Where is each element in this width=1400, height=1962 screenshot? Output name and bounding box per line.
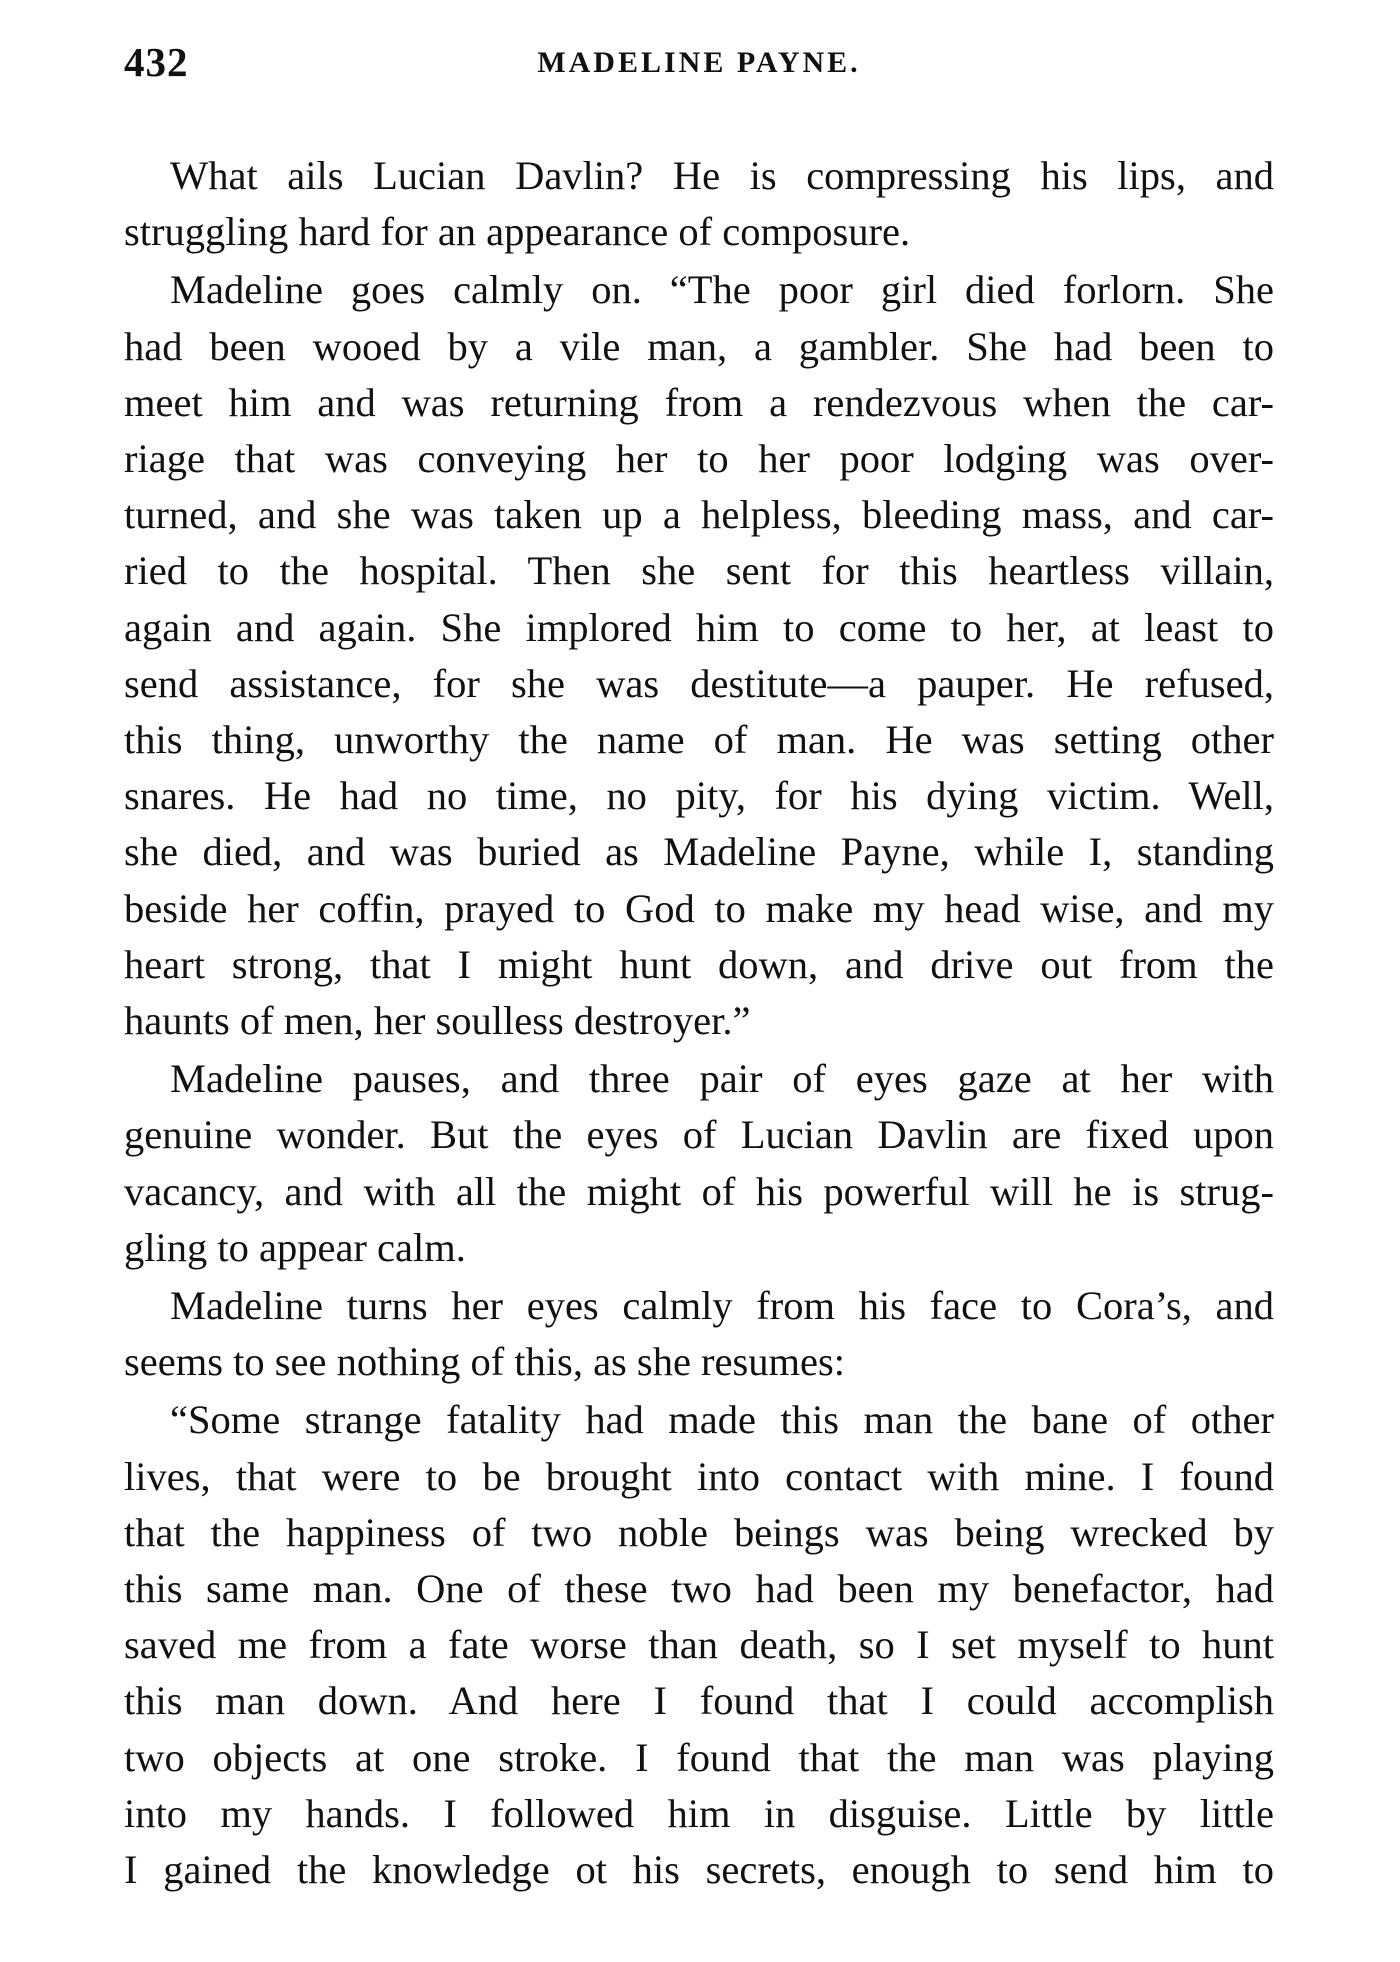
text-line: snares. He had no time, no pity, for his dying victim. Well,	[124, 773, 1274, 819]
text-line: this same man. One of these two had been my benefactor, had	[124, 1566, 1274, 1612]
text-line: “Some strange fatality had made this man the bane of other	[170, 1397, 1274, 1443]
text-line: vacancy, and with all the might of his powerful will he is strug-	[124, 1168, 1274, 1214]
text-line: she died, and was buried as Madeline Payne, while I, standing	[124, 829, 1274, 875]
text-line: genuine wonder. But the eyes of Lucian Davlin are fixed upon	[124, 1112, 1274, 1158]
text-line: into my hands. I followed him in disguise. Little by little	[124, 1790, 1274, 1836]
text-line: I gained the knowledge ot his secrets, enough to send him to	[124, 1847, 1274, 1893]
paragraph	[124, 148, 1274, 260]
text-line: Madeline goes calmly on. “The poor girl died forlorn. She	[170, 267, 1274, 313]
text-line: this man down. And here I found that I could accomplish	[124, 1678, 1274, 1724]
text-line: What ails Lucian Davlin? He is compressing his lips, and	[170, 153, 1274, 198]
book-page	[124, 38, 1274, 1918]
text-line: had been wooed by a vile man, a gambler. She had been to	[124, 323, 1274, 369]
text-line: meet him and was returning from a rendezvous when the car-	[124, 379, 1274, 425]
text-line: riage that was conveying her to her poor lodging was over-	[124, 436, 1274, 482]
text-line: two objects at one stroke. I found that the man was playing	[124, 1734, 1274, 1780]
paragraph	[124, 1278, 1274, 1390]
text-line: seems to see nothing of this, as she resumes:	[124, 1339, 846, 1385]
running-title: MADELINE PAYNE.	[537, 46, 861, 79]
text-line: again and again. She implored him to come to her, at least to	[124, 604, 1274, 650]
text-line: ried to the hospital. Then she sent for this heartless villain,	[124, 548, 1274, 594]
running-head	[124, 38, 1274, 98]
text-line: this thing, unworthy the name of man. He was setting other	[124, 717, 1274, 763]
text-line: gling to appear calm.	[124, 1224, 466, 1270]
text-line: turned, and she was taken up a helpless, bleeding mass, and car-	[124, 492, 1274, 538]
text-line: saved me from a fate worse than death, so I set myself to hunt	[124, 1622, 1274, 1668]
paragraph	[124, 262, 1274, 1049]
page-number: 432	[124, 39, 189, 85]
text-line: struggling hard for an appearance of composure.	[124, 209, 911, 255]
text-line: Madeline turns her eyes calmly from his face to Cora’s, and	[170, 1283, 1274, 1329]
text-line: that the happiness of two noble beings was being wrecked by	[124, 1509, 1274, 1555]
text-line: send assistance, for she was destitute—a pauper. He refused,	[124, 660, 1274, 706]
paragraph	[124, 1392, 1274, 1898]
text-line: Madeline pauses, and three pair of eyes gaze at her with	[170, 1056, 1274, 1102]
text-line: beside her coffin, prayed to God to make my head wise, and my	[124, 885, 1274, 931]
text-line: heart strong, that I might hunt down, and drive out from the	[124, 941, 1274, 987]
paragraph	[124, 1051, 1274, 1276]
text-line: lives, that were to be brought into contact with mine. I found	[124, 1453, 1274, 1499]
text-line: haunts of men, her soulless destroyer.”	[124, 998, 751, 1044]
body-text	[124, 148, 1274, 1898]
